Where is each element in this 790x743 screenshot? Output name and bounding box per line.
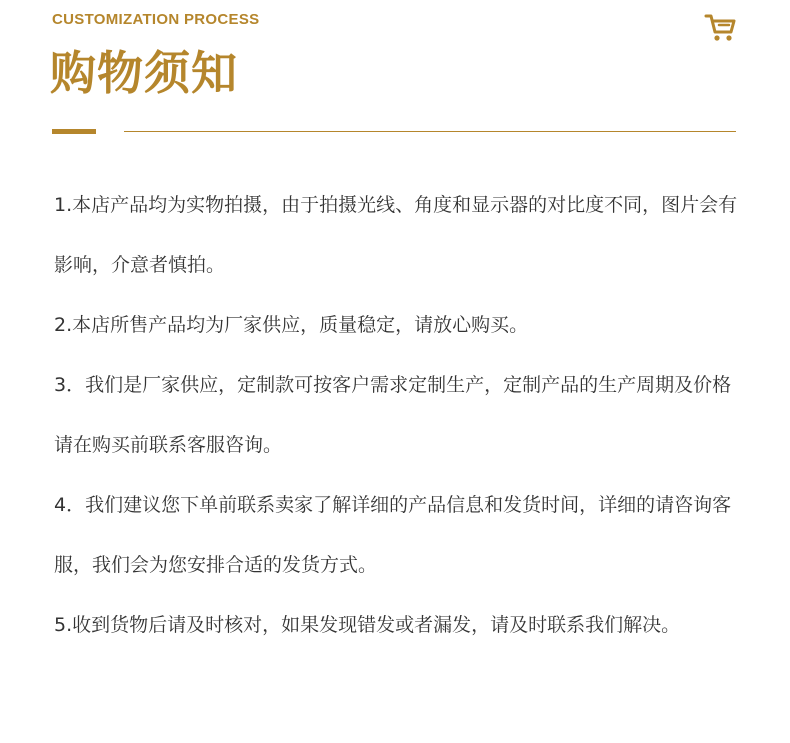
title-accent-bar (52, 129, 96, 134)
shopping-cart-icon[interactable] (703, 10, 737, 44)
section-subtitle: CUSTOMIZATION PROCESS (52, 11, 260, 28)
notice-paragraph: 5.收到货物后请及时核对，如果发现错发或者漏发，请及时联系我们解决。 (54, 614, 681, 636)
title-divider-line (124, 131, 736, 132)
notice-paragraph: 4．我们建议您下单前联系卖家了解详细的产品信息和发货时间，详细的请咨询客服，我们会为您安排合适的发货方式。 (54, 494, 732, 576)
page-title: 购物须知 (50, 46, 238, 100)
notice-paragraph: 1.本店产品均为实物拍摄，由于拍摄光线、角度和显示器的对比度不同，图片会有影响，介意者慎拍。 (54, 194, 738, 276)
notice-paragraph: 2.本店所售产品均为厂家供应，质量稳定，请放心购买。 (54, 314, 529, 336)
notice-content (54, 175, 744, 655)
notice-paragraph: 3．我们是厂家供应，定制款可按客户需求定制生产，定制产品的生产周期及价格请在购买前联系客服咨询。 (54, 374, 732, 456)
